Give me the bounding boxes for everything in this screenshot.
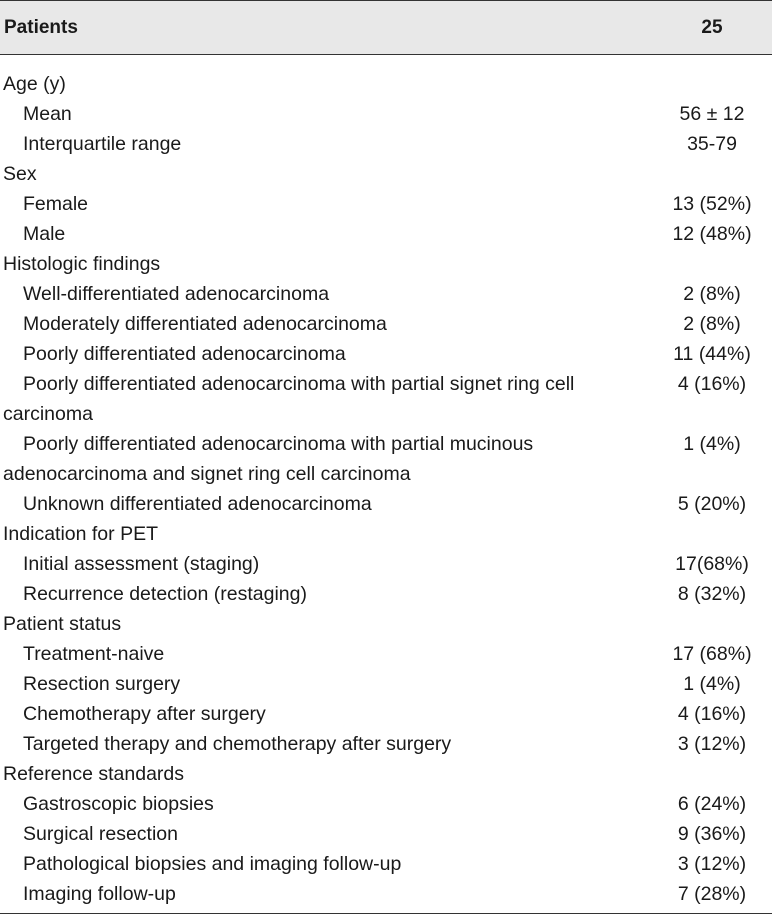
row-value: 4 (16%) xyxy=(677,703,747,725)
section-label: Indication for PET xyxy=(3,523,158,545)
row-label: Pathological biopsies and imaging follow-up xyxy=(23,853,402,875)
row-label: Mean xyxy=(23,103,72,125)
table-row xyxy=(0,729,772,759)
section-label: Histologic findings xyxy=(3,253,161,275)
table-row xyxy=(0,489,772,519)
row-value: 13 (52%) xyxy=(672,193,752,215)
row-value: 6 (24%) xyxy=(677,793,747,815)
section-row xyxy=(0,609,772,639)
row-value: 17(68%) xyxy=(675,553,749,575)
table-body xyxy=(0,55,772,909)
bottom-rule xyxy=(0,913,772,914)
section-row xyxy=(0,519,772,549)
table-row xyxy=(0,369,772,429)
row-label: Poorly differentiated adenocarcinoma with partial mucinous adenocarcinoma and signet ring cell carcinoma xyxy=(3,433,534,485)
row-value: 35-79 xyxy=(687,133,737,155)
row-value: 1 (4%) xyxy=(683,433,741,455)
table-row xyxy=(0,669,772,699)
table-row xyxy=(0,129,772,159)
row-value xyxy=(652,609,772,639)
header-value: 25 xyxy=(701,16,723,38)
table-row xyxy=(0,279,772,309)
row-value xyxy=(652,159,772,189)
row-value: 3 (12%) xyxy=(677,733,747,755)
section-row xyxy=(0,159,772,189)
table-row xyxy=(0,339,772,369)
row-label: Female xyxy=(23,193,89,215)
row-label: Male xyxy=(23,223,66,245)
row-value: 8 (32%) xyxy=(677,583,747,605)
row-value: 7 (28%) xyxy=(677,883,747,905)
row-value: 5 (20%) xyxy=(677,493,747,515)
row-label: Recurrence detection (restaging) xyxy=(23,583,307,605)
section-label: Reference standards xyxy=(3,763,185,785)
section-label: Sex xyxy=(3,163,37,185)
table-row xyxy=(0,789,772,819)
section-row xyxy=(0,759,772,789)
row-value: 9 (36%) xyxy=(677,823,747,845)
row-value: 56 ± 12 xyxy=(679,103,745,125)
row-label: Surgical resection xyxy=(23,823,178,845)
table-row xyxy=(0,579,772,609)
row-label: Targeted therapy and chemotherapy after surgery xyxy=(23,733,452,755)
header-label: Patients xyxy=(4,16,78,38)
row-label: Treatment-naive xyxy=(23,643,165,665)
table-row xyxy=(0,879,772,909)
row-label: Gastroscopic biopsies xyxy=(23,793,214,815)
table-row xyxy=(0,99,772,129)
row-value: 17 (68%) xyxy=(672,643,752,665)
section-row xyxy=(0,69,772,99)
table-row xyxy=(0,819,772,849)
row-label: Well-differentiated adenocarcinoma xyxy=(23,283,330,305)
section-row xyxy=(0,249,772,279)
row-value xyxy=(652,759,772,789)
row-value: 4 (16%) xyxy=(677,373,747,395)
row-label: Unknown differentiated adenocarcinoma xyxy=(23,493,372,515)
table-row xyxy=(0,849,772,879)
row-value: 1 (4%) xyxy=(683,673,741,695)
row-label: Interquartile range xyxy=(23,133,182,155)
table-row xyxy=(0,639,772,669)
table-row xyxy=(0,549,772,579)
row-label: Imaging follow-up xyxy=(23,883,176,905)
table-row xyxy=(0,699,772,729)
row-label: Initial assessment (staging) xyxy=(23,553,260,575)
row-label: Poorly differentiated adenocarcinoma with partial signet ring cell carcinoma xyxy=(3,373,575,425)
table-row xyxy=(0,309,772,339)
table-row xyxy=(0,189,772,219)
row-value: 11 (44%) xyxy=(673,343,751,365)
section-label: Patient status xyxy=(3,613,122,635)
table-row xyxy=(0,429,772,489)
row-label: Chemotherapy after surgery xyxy=(23,703,266,725)
row-value: 3 (12%) xyxy=(677,853,747,875)
row-value xyxy=(652,69,772,99)
row-value xyxy=(652,249,772,279)
row-label: Moderately differentiated adenocarcinoma xyxy=(23,313,387,335)
row-value: 2 (8%) xyxy=(683,313,741,335)
row-label: Poorly differentiated adenocarcinoma xyxy=(23,343,346,365)
table-header xyxy=(0,0,772,55)
section-label: Age (y) xyxy=(3,73,66,95)
row-value: 2 (8%) xyxy=(683,283,741,305)
row-value: 12 (48%) xyxy=(672,223,752,245)
row-label: Resection surgery xyxy=(23,673,181,695)
row-value xyxy=(652,519,772,549)
table-row xyxy=(0,219,772,249)
